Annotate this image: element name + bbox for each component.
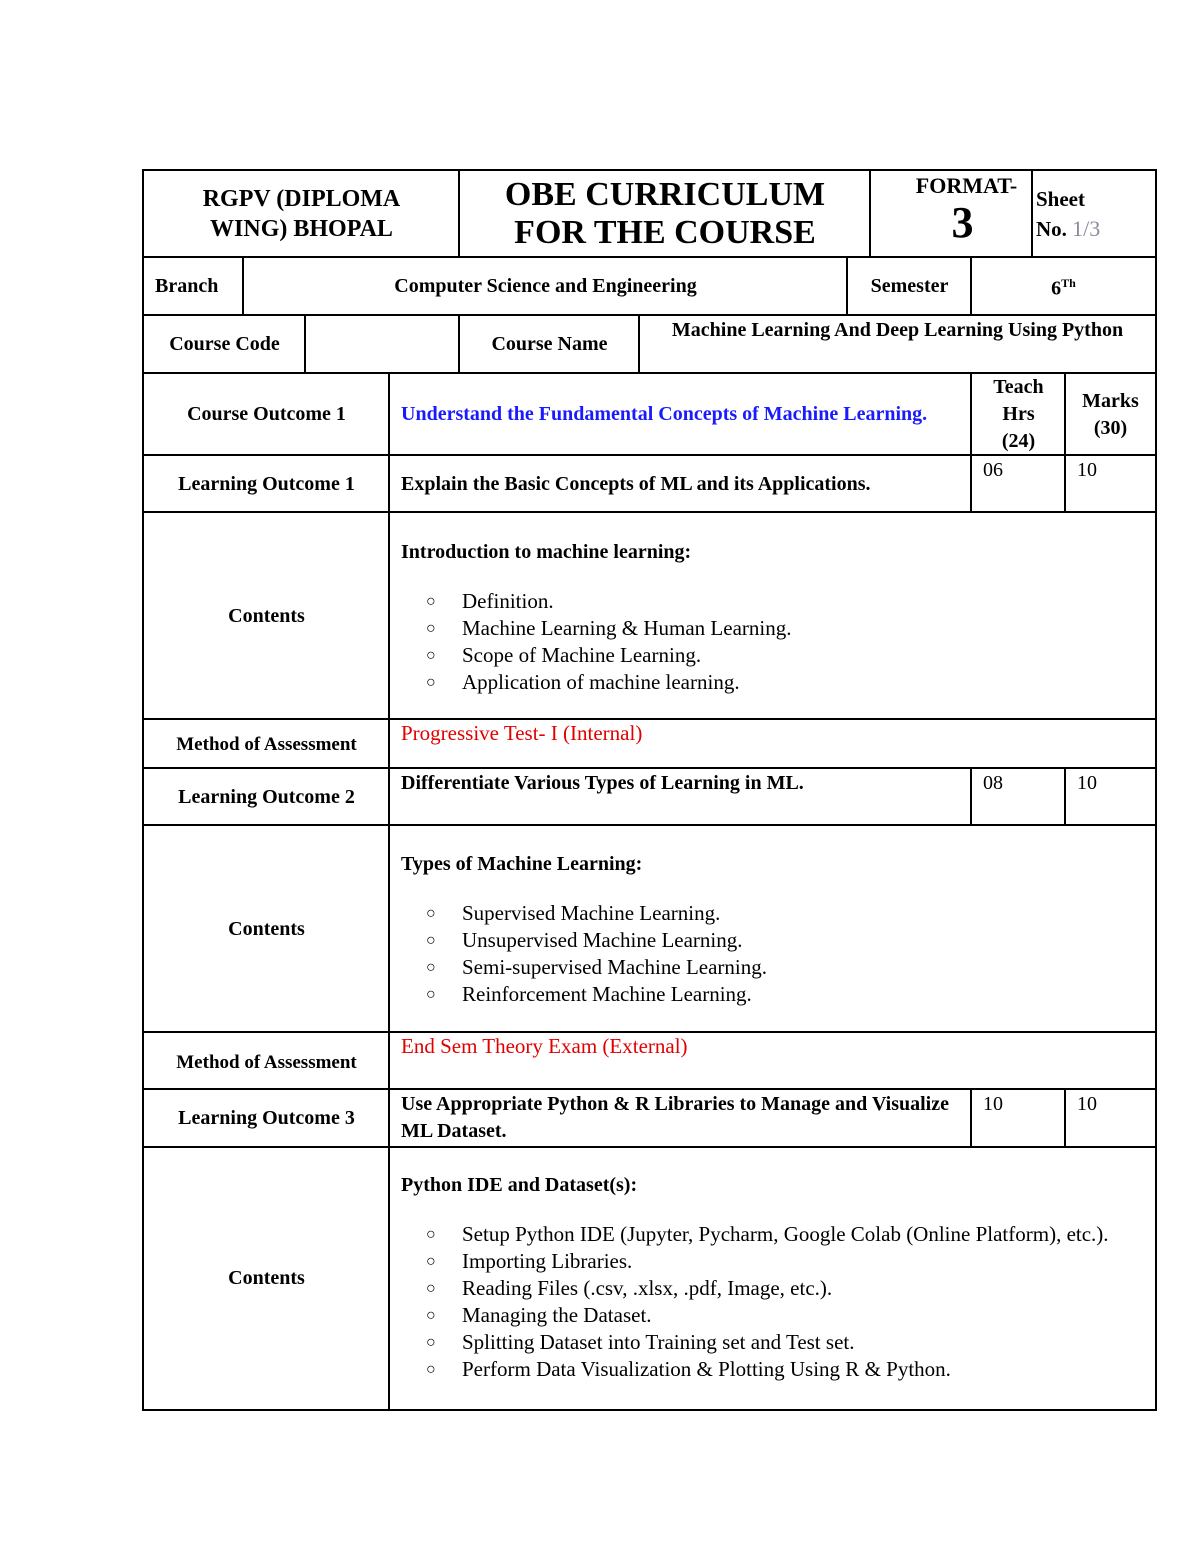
contents-2-row — [142, 824, 1157, 1032]
branch-label: Branch — [142, 256, 243, 315]
learning-outcome-2-text: Differentiate Various Types of Learning in ML. — [388, 767, 971, 825]
sheet-no-label: No. — [1036, 217, 1067, 241]
list-item: ○ Machine Learning & Human Learning. — [401, 615, 1147, 642]
sheet-value: 1/3 — [1072, 216, 1101, 241]
assessment-1-row — [142, 718, 1157, 768]
contents-3-list — [401, 1221, 1147, 1383]
list-item: ○ Semi-supervised Machine Learning. — [401, 954, 1147, 981]
list-item: ○ Reinforcement Machine Learning. — [401, 981, 1147, 1008]
institute-cell — [142, 169, 459, 257]
list-item: ○ Importing Libraries. — [401, 1248, 1147, 1275]
contents-3-label: Contents — [142, 1146, 389, 1411]
learning-outcome-3-label: Learning Outcome 3 — [142, 1088, 389, 1147]
list-item: ○ Supervised Machine Learning. — [401, 900, 1147, 927]
learning-outcome-1-text: Explain the Basic Concepts of ML and its Applications. — [388, 454, 971, 512]
course-outcome-label: Course Outcome 1 — [142, 372, 389, 455]
semester-label: Semester — [846, 256, 971, 315]
contents-2-body — [388, 824, 1157, 1032]
list-item: ○ Managing the Dataset. — [401, 1302, 1147, 1329]
institute-name: RGPV (DIPLOMA WING) BHOPAL — [202, 186, 401, 242]
semester-sup: Th — [1061, 276, 1076, 291]
format-label: FORMAT- — [915, 173, 1018, 198]
sheet-label: Sheet — [1036, 187, 1085, 211]
format-number: 3 — [951, 198, 974, 247]
course-row — [142, 314, 1157, 373]
contents-2-label: Contents — [142, 824, 389, 1032]
list-item: ○ Unsupervised Machine Learning. — [401, 927, 1147, 954]
list-item: ○ Splitting Dataset into Training set and Test set. — [401, 1329, 1147, 1356]
list-item: ○ Perform Data Visualization & Plotting Using R & Python. — [401, 1356, 1147, 1383]
course-code-value — [304, 314, 459, 373]
contents-1-list — [401, 588, 1147, 696]
list-item: ○ Setup Python IDE (Jupyter, Pycharm, Google Colab (Online Platform), etc.). — [401, 1221, 1147, 1248]
learning-outcome-1-hrs: 06 — [970, 454, 1065, 512]
course-code-label: Course Code — [142, 314, 305, 373]
header-row — [142, 169, 1157, 257]
doc-title-line2: FOR THE COURSE — [514, 214, 816, 251]
semester-value: 6Th — [1051, 276, 1076, 300]
learning-outcome-3-text: Use Appropriate Python & R Libraries to Manage and Visualize ML Dataset. — [388, 1088, 971, 1147]
branch-row — [142, 256, 1157, 315]
list-item: ○ Scope of Machine Learning. — [401, 642, 1147, 669]
marks-label: Marks (30) — [1064, 372, 1157, 455]
contents-3-heading: Python IDE and Dataset(s): — [401, 1174, 638, 1196]
assessment-1-value: Progressive Test- I (Internal) — [388, 718, 1157, 768]
branch-value: Computer Science and Engineering — [242, 256, 847, 315]
list-item: ○ Reading Files (.csv, .xlsx, .pdf, Image, etc.). — [401, 1275, 1147, 1302]
learning-outcome-3-marks: 10 — [1064, 1088, 1157, 1147]
course-name-value: Machine Learning And Deep Learning Using Python — [638, 314, 1157, 373]
course-outcome-row — [142, 372, 1157, 455]
contents-2-list — [401, 900, 1147, 1008]
list-item: ○ Application of machine learning. — [401, 669, 1147, 696]
contents-3-body — [388, 1146, 1157, 1411]
contents-1-label: Contents — [142, 511, 389, 719]
sheet-number-line — [1036, 214, 1155, 244]
teach-hrs-label: Teach Hrs (24) — [970, 372, 1065, 455]
title-cell — [458, 169, 870, 257]
learning-outcome-2-marks: 10 — [1064, 767, 1157, 825]
learning-outcome-3-hrs: 10 — [970, 1088, 1065, 1147]
assessment-2-value: End Sem Theory Exam (External) — [388, 1031, 1157, 1089]
learning-outcome-3-row — [142, 1088, 1157, 1147]
contents-2-heading: Types of Machine Learning: — [401, 853, 643, 875]
learning-outcome-1-row — [142, 454, 1157, 512]
contents-1-heading: Introduction to machine learning: — [401, 541, 692, 563]
course-outcome-text: Understand the Fundamental Concepts of Machine Learning. — [388, 372, 971, 455]
learning-outcome-2-row — [142, 767, 1157, 825]
learning-outcome-1-label: Learning Outcome 1 — [142, 454, 389, 512]
doc-title-line1: OBE CURRICULUM — [504, 176, 826, 213]
course-name-label: Course Name — [458, 314, 639, 373]
assessment-2-row — [142, 1031, 1157, 1089]
learning-outcome-1-marks: 10 — [1064, 454, 1157, 512]
learning-outcome-2-label: Learning Outcome 2 — [142, 767, 389, 825]
semester-value-cell — [970, 256, 1157, 315]
sheet-cell — [1031, 169, 1157, 257]
assessment-2-label: Method of Assessment — [142, 1031, 389, 1089]
contents-3-row — [142, 1146, 1157, 1411]
format-cell — [869, 169, 1032, 257]
contents-1-row — [142, 511, 1157, 719]
contents-1-body — [388, 511, 1157, 719]
assessment-1-label: Method of Assessment — [142, 718, 389, 768]
list-item: ○ Definition. — [401, 588, 1147, 615]
learning-outcome-2-hrs: 08 — [970, 767, 1065, 825]
